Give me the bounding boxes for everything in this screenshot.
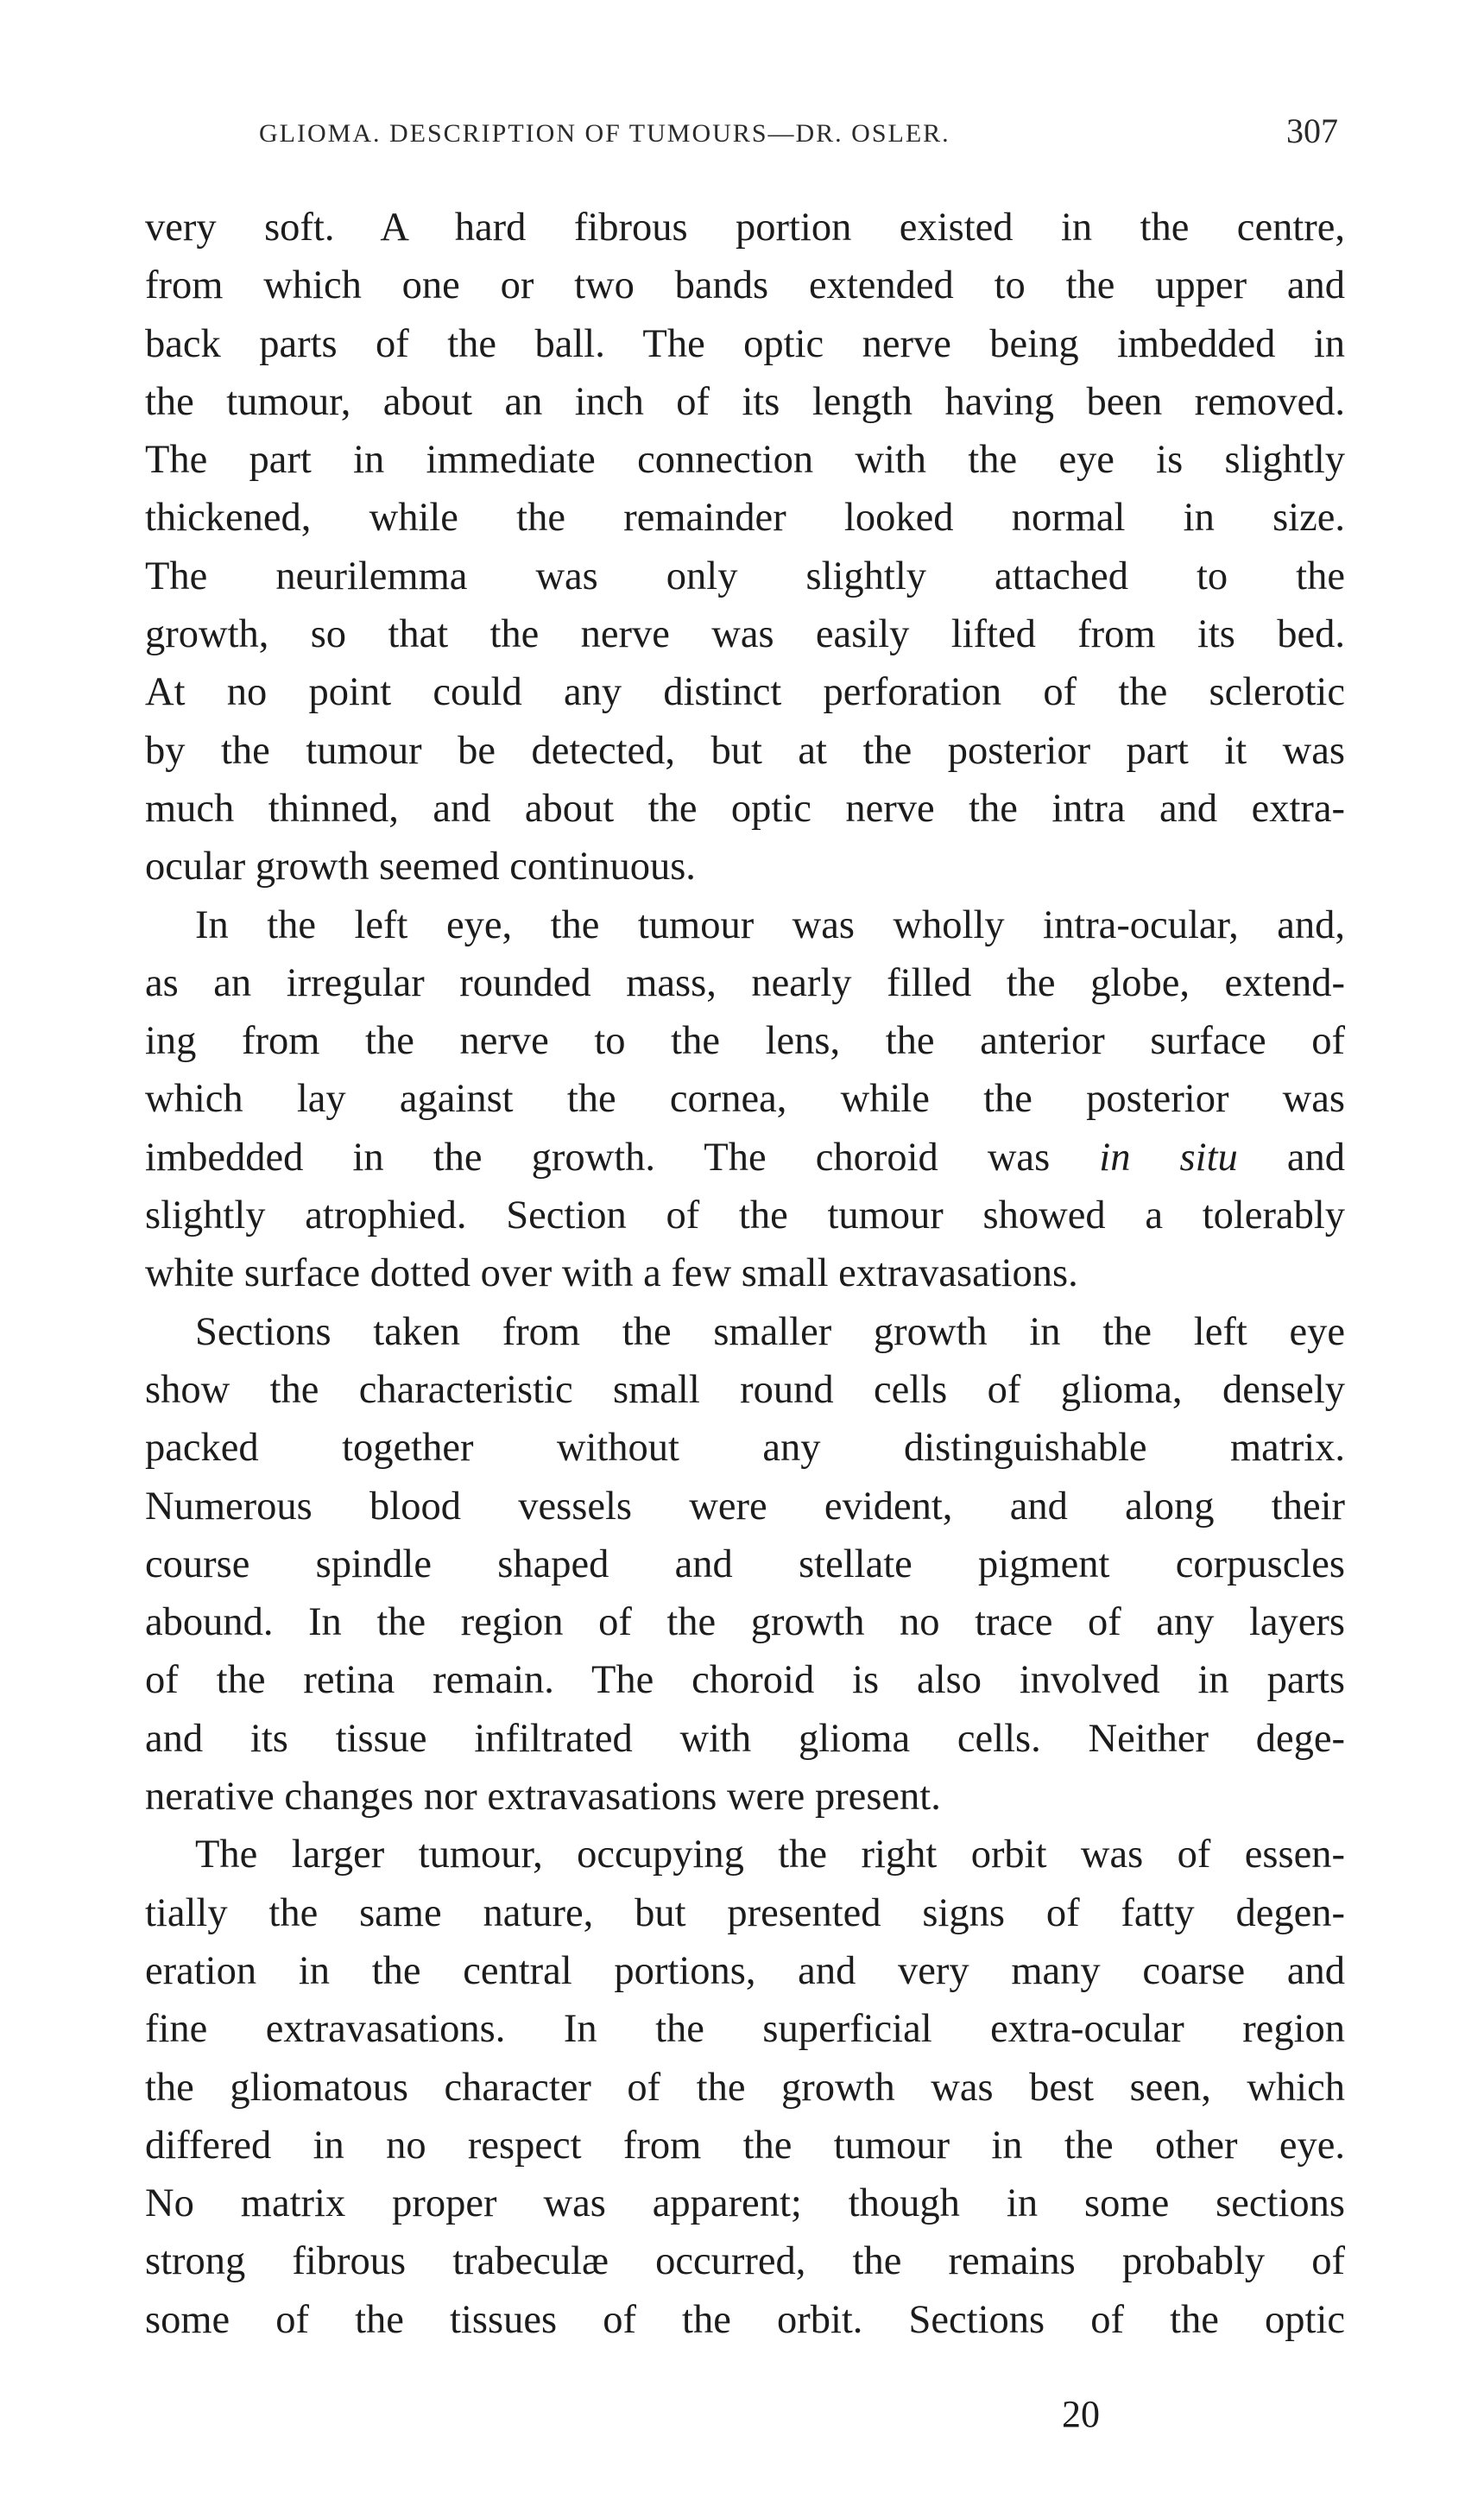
- text-line: of the retina remain. The choroid is also involved in parts: [145, 1658, 1345, 1703]
- text-line: Sections taken from the smaller growth in the left eye: [195, 1309, 1345, 1354]
- text-line: the gliomatous character of the growth was best seen, which: [145, 2065, 1345, 2110]
- page-number: 307: [1286, 111, 1338, 150]
- text-line: nerative changes nor extravasations were present.: [145, 1775, 941, 1820]
- body-text: [145, 199, 1345, 2349]
- text-line: No matrix proper was apparent; though in some sections: [145, 2181, 1345, 2226]
- signature-mark: 20: [1062, 2393, 1100, 2435]
- text-line: The neurilemma was only slightly attached to the: [145, 554, 1345, 598]
- text-line: show the characteristic small round cells of glioma, densely: [145, 1367, 1345, 1412]
- text-line: the tumour, about an inch of its length having been removed.: [145, 379, 1345, 424]
- text-line-with-italic: imbedded in the growth. The choroid was in situ and: [145, 1135, 1345, 1180]
- text-line: thickened, while the remainder looked normal in size.: [145, 496, 1345, 541]
- text-line: course spindle shaped and stellate pigment corpuscles: [145, 1541, 1345, 1586]
- text-line: as an irregular rounded mass, nearly filled the globe, extend-: [145, 960, 1345, 1005]
- text-line: In the left eye, the tumour was wholly intra-ocular, and,: [195, 902, 1345, 947]
- text-line: The larger tumour, occupying the right orbit was of essen-: [195, 1833, 1345, 1877]
- text-line: ocular growth seemed continuous.: [145, 845, 696, 889]
- text-line: which lay against the cornea, while the posterior was: [145, 1077, 1345, 1122]
- text-line: packed together without any distinguishable matrix.: [145, 1426, 1345, 1471]
- text-line: back parts of the ball. The optic nerve being imbedded in: [145, 321, 1345, 366]
- text-line: from which one or two bands extended to the upper and: [145, 263, 1345, 308]
- paragraph-3: [145, 1303, 1345, 1826]
- text-line: some of the tissues of the orbit. Sections of the optic: [145, 2297, 1345, 2342]
- text-line: Numerous blood vessels were evident, and along their: [145, 1484, 1345, 1529]
- page-header: [259, 111, 1338, 162]
- running-title: GLIOMA. DESCRIPTION OF TUMOURS—DR. OSLER.: [259, 119, 950, 148]
- text-line: The part in immediate connection with the eye is slightly: [145, 438, 1345, 483]
- text-line: by the tumour be detected, but at the posterior part it was: [145, 728, 1345, 773]
- paragraph-1: [145, 199, 1345, 896]
- paragraph-4: [145, 1826, 1345, 2349]
- text-line: growth, so that the nerve was easily lifted from its bed.: [145, 612, 1345, 657]
- text-line: differed in no respect from the tumour in the other eye.: [145, 2123, 1345, 2168]
- text-line: ing from the nerve to the lens, the anterior surface of: [145, 1019, 1345, 1064]
- italic-phrase: in situ: [1099, 1135, 1238, 1180]
- text-line: strong fibrous trabeculæ occurred, the remains probably of: [145, 2239, 1345, 2284]
- text-line: eration in the central portions, and very many coarse and: [145, 1948, 1345, 1993]
- text-line: tially the same nature, but presented signs of fatty degen-: [145, 1890, 1345, 1935]
- text-line: very soft. A hard fibrous portion existed in the centre,: [145, 206, 1345, 250]
- text-line: white surface dotted over with a few small extravasations.: [145, 1251, 1078, 1296]
- text-line: much thinned, and about the optic nerve the intra and extra-: [145, 786, 1345, 831]
- text-line: abound. In the region of the growth no trace of any layers: [145, 1600, 1345, 1645]
- text-line: and its tissue infiltrated with glioma cells. Neither dege-: [145, 1716, 1345, 1761]
- paragraph-2: [145, 896, 1345, 1303]
- text-line: fine extravasations. In the superficial extra-ocular region: [145, 2007, 1345, 2052]
- text-line: At no point could any distinct perforation of the sclerotic: [145, 670, 1345, 715]
- text-line: slightly atrophied. Section of the tumour showed a tolerably: [145, 1193, 1345, 1238]
